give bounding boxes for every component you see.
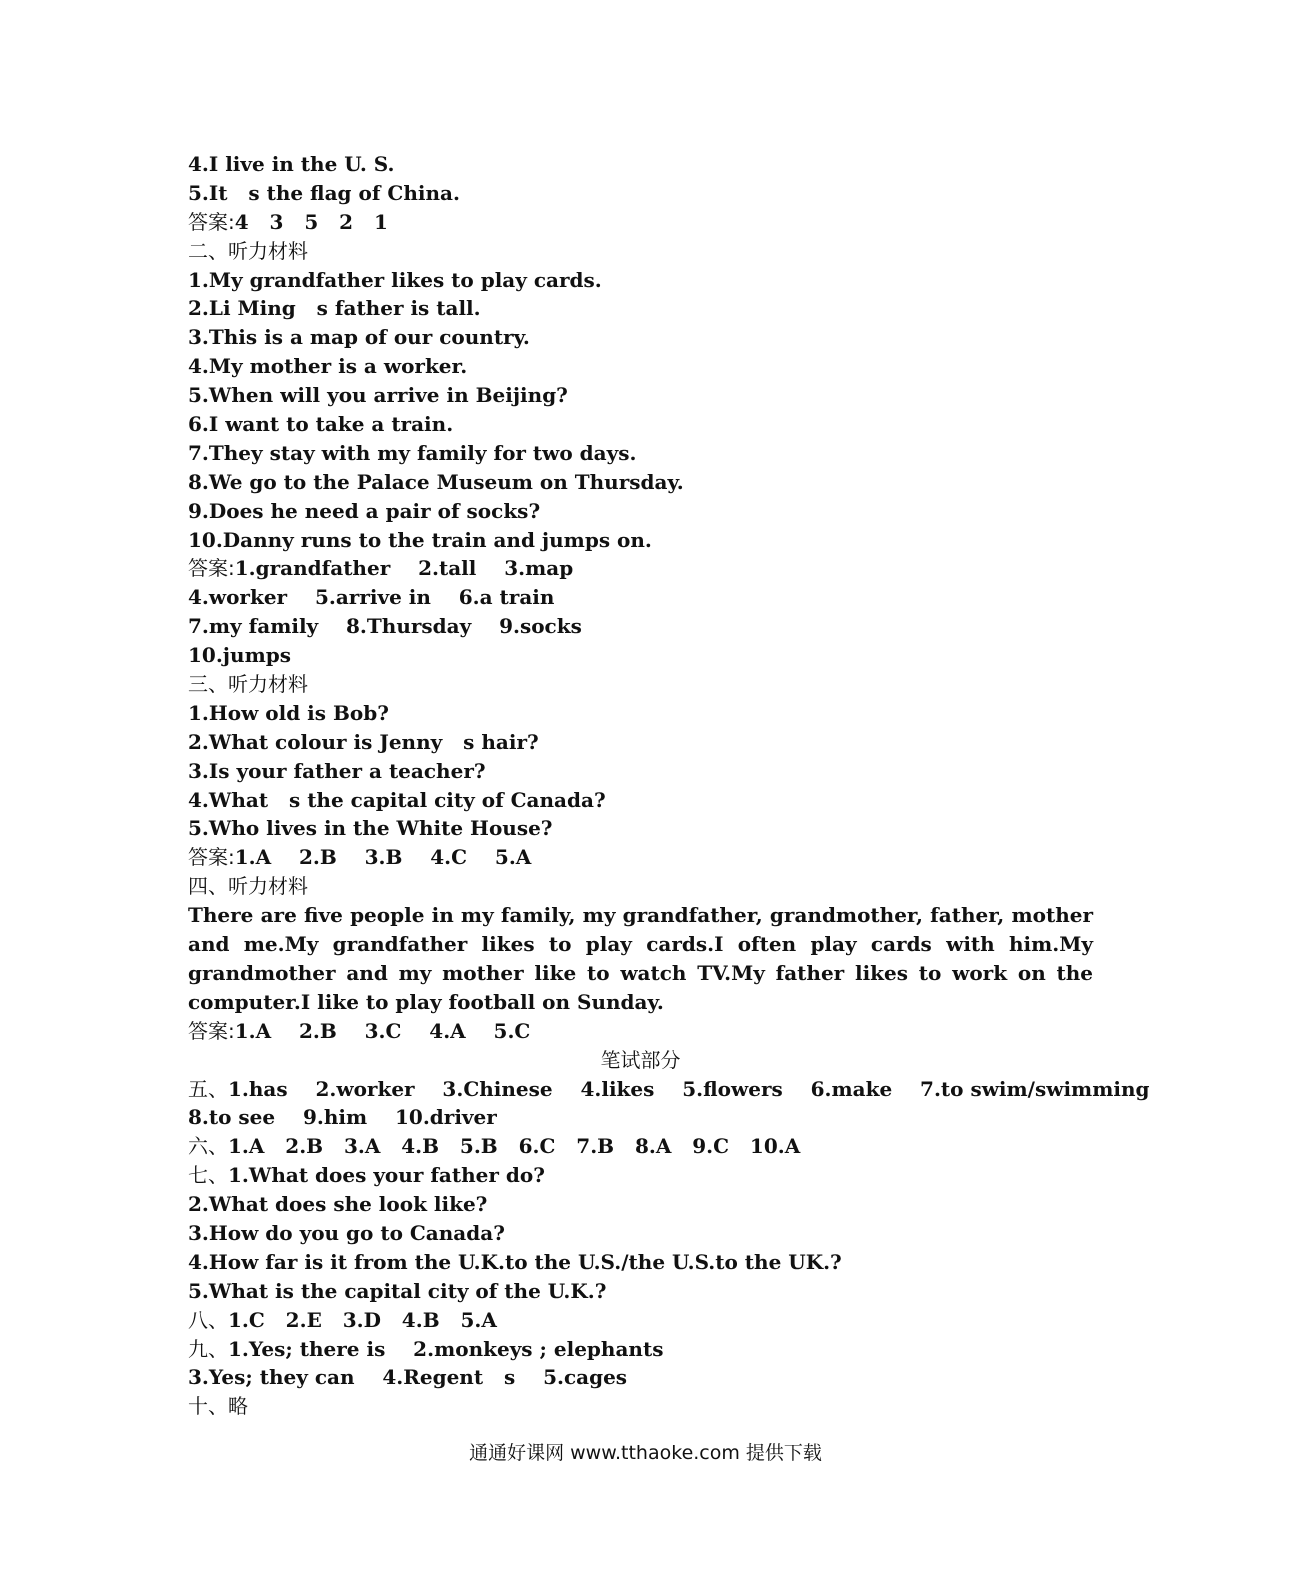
text-line: 8.We go to the Palace Museum on Thursday. xyxy=(188,469,684,494)
text-line: 1.My grandfather likes to play cards. xyxy=(188,267,602,292)
text-line: 3.How do you go to Canada? xyxy=(188,1221,505,1246)
answer-label: 答案: xyxy=(188,209,235,234)
text-line: 2.What colour is Jenny s hair? xyxy=(188,729,539,754)
section-label: 七、 xyxy=(188,1163,228,1188)
text-line: 5.What is the capital city of the U.K.? xyxy=(188,1278,607,1303)
answer-text: 1.has 2.worker 3.Chinese 4.likes 5.flowers 6.make 7.to swim/swimming xyxy=(228,1076,1150,1101)
section-label: 八、 xyxy=(188,1307,228,1332)
text-line: 10.jumps xyxy=(188,643,291,668)
answer-label: 答案: xyxy=(188,556,235,581)
text-line: 5.When will you arrive in Beijing? xyxy=(188,383,568,408)
answer-line xyxy=(188,1335,1108,1364)
text-line: 2.What does she look like? xyxy=(188,1192,488,1217)
section-label: 六、 xyxy=(188,1134,228,1159)
answer-label: 答案: xyxy=(188,1018,235,1043)
answer-line xyxy=(188,1017,1108,1046)
text-line: 4.I live in the U. S. xyxy=(188,152,395,176)
answer-text: 4 3 5 2 1 xyxy=(234,209,388,234)
answer-line xyxy=(188,843,1108,872)
text-line: 3.This is a map of our country. xyxy=(188,325,530,350)
text-line: 5.Who lives in the White House? xyxy=(188,816,553,841)
text-line: 7.my family 8.Thursday 9.socks xyxy=(188,614,582,639)
answer-text: 1.grandfather 2.tall 3.map xyxy=(234,556,574,581)
section-label: 五、 xyxy=(188,1076,228,1101)
text-line: 3.Is your father a teacher? xyxy=(188,758,486,783)
section-title: 三、听力材料 xyxy=(188,672,308,697)
answer-text: 1.Yes; there is 2.monkeys ; elephants xyxy=(228,1336,664,1361)
text-line: 9.Does he need a pair of socks? xyxy=(188,498,541,523)
text-line: 6.I want to take a train. xyxy=(188,412,454,437)
text-line: 8.to see 9.him 10.driver xyxy=(188,1105,497,1130)
section-label: 九、 xyxy=(188,1336,228,1361)
text-line: 5.It s the flag of China. xyxy=(188,180,460,205)
answer-content xyxy=(188,150,1150,1421)
text-line: 4.My mother is a worker. xyxy=(188,354,468,379)
text-line: 4.How far is it from the U.K.to the U.S./the U.S.to the UK.? xyxy=(188,1249,842,1274)
answer-text: 1.What does your father do? xyxy=(228,1163,545,1188)
section-title: 二、听力材料 xyxy=(188,238,308,263)
written-part-title: 笔试部分 xyxy=(600,1047,681,1072)
answer-line xyxy=(188,1132,1108,1161)
text-line: 7.They stay with my family for two days. xyxy=(188,440,637,465)
text-line: 1.How old is Bob? xyxy=(188,700,389,725)
answer-line xyxy=(188,1161,1108,1190)
text-line: 3.Yes; they can 4.Regent s 5.cages xyxy=(188,1365,628,1390)
answer-text: 1.A 2.B 3.B 4.C 5.A xyxy=(234,845,532,870)
footer-credit: 通通好课网 www.tthaoke.com 提供下载 xyxy=(469,1442,822,1464)
answer-text: 1.A 2.B 3.A 4.B 5.B 6.C 7.B 8.A 9.C 10.A xyxy=(228,1134,801,1159)
listening-paragraph: There are five people in my family, my grandfather, grandmother, father, mother and me.My grandfather likes to play cards.I often play cards with him.My grandmother and my mother like to watch TV.My father likes to work on the computer.I like to play football on Sunday. xyxy=(188,903,1093,1014)
section-title: 十、略 xyxy=(188,1394,248,1419)
text-line: 10.Danny runs to the train and jumps on. xyxy=(188,527,652,552)
text-line: 4.What s the capital city of Canada? xyxy=(188,787,606,812)
answer-line xyxy=(188,1075,1150,1104)
answer-line xyxy=(188,208,1108,237)
answer-text: 1.A 2.B 3.C 4.A 5.C xyxy=(234,1018,531,1043)
answer-line xyxy=(188,554,1108,583)
answer-line xyxy=(188,1306,1108,1335)
text-line: 4.worker 5.arrive in 6.a train xyxy=(188,585,555,610)
section-title: 四、听力材料 xyxy=(188,874,308,899)
answer-label: 答案: xyxy=(188,845,235,870)
answer-text: 1.C 2.E 3.D 4.B 5.A xyxy=(228,1307,497,1332)
text-line: 2.Li Ming s father is tall. xyxy=(188,296,481,321)
